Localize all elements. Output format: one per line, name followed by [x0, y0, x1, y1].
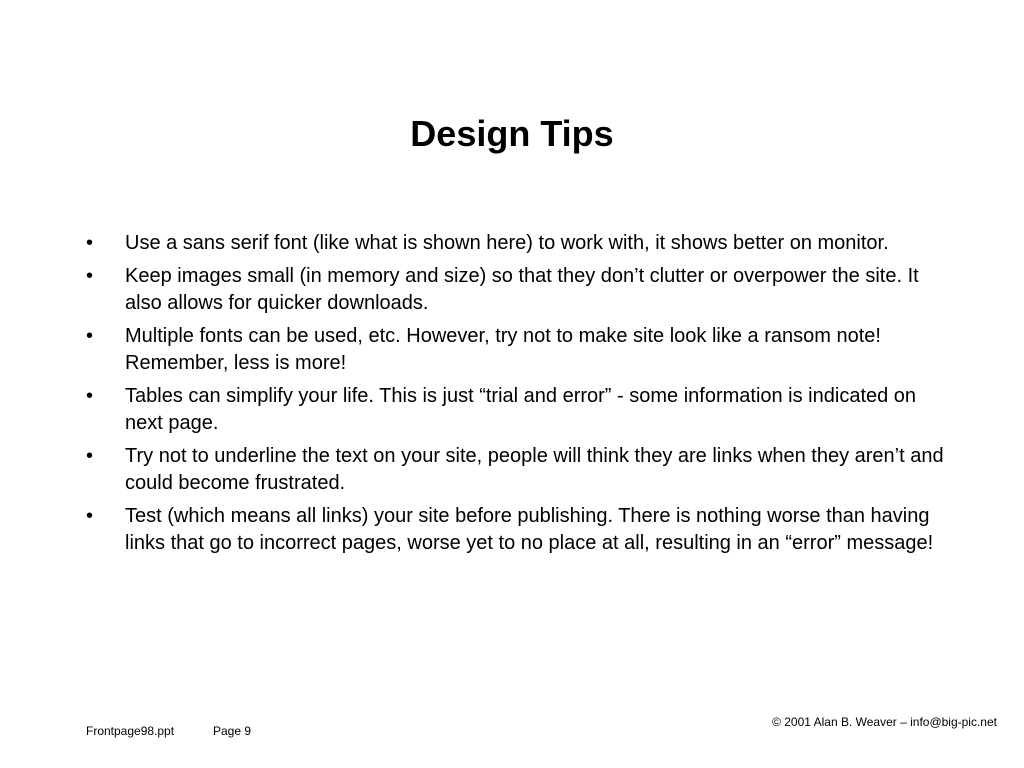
- footer-copyright: © 2001 Alan B. Weaver – info@big-pic.net: [772, 715, 997, 729]
- bullet-icon: •: [86, 325, 94, 347]
- slide-title: Design Tips: [410, 113, 614, 154]
- footer-filename: Frontpage98.ppt: [86, 724, 175, 738]
- bullet-text: Multiple fonts can be used, etc. However, try not to make site look like a ransom note! Remember, less is more!: [125, 325, 881, 374]
- bullet-item: [86, 503, 946, 557]
- bullet-icon: •: [86, 445, 94, 467]
- bullet-item: [86, 383, 946, 437]
- bullet-item: [86, 323, 946, 377]
- bullet-icon: •: [86, 265, 94, 287]
- bullet-text: Tables can simplify your life. This is just “trial and error” - some information is indicated on next page.: [125, 385, 917, 434]
- bullet-text: Use a sans serif font (like what is shown here) to work with, it shows better on monitor.: [125, 232, 889, 254]
- bullet-text: Test (which means all links) your site before publishing. There is nothing worse than having links that go to incorrect pages, worse yet to no place at all, resulting in an “error” message!: [125, 505, 934, 554]
- bullet-item: [86, 230, 946, 257]
- bullet-text: Try not to underline the text on your site, people will think they are links when they aren’t and could become frustrated.: [125, 445, 944, 494]
- bullet-icon: •: [86, 232, 94, 254]
- bullet-item: [86, 263, 946, 317]
- bullet-text: Keep images small (in memory and size) so that they don’t clutter or overpower the site. It also allows for quicker downloads.: [125, 265, 919, 314]
- bullet-list: [86, 230, 946, 563]
- footer-page-number: Page 9: [213, 724, 252, 738]
- bullet-icon: •: [86, 505, 94, 527]
- bullet-icon: •: [86, 385, 94, 407]
- bullet-item: [86, 443, 946, 497]
